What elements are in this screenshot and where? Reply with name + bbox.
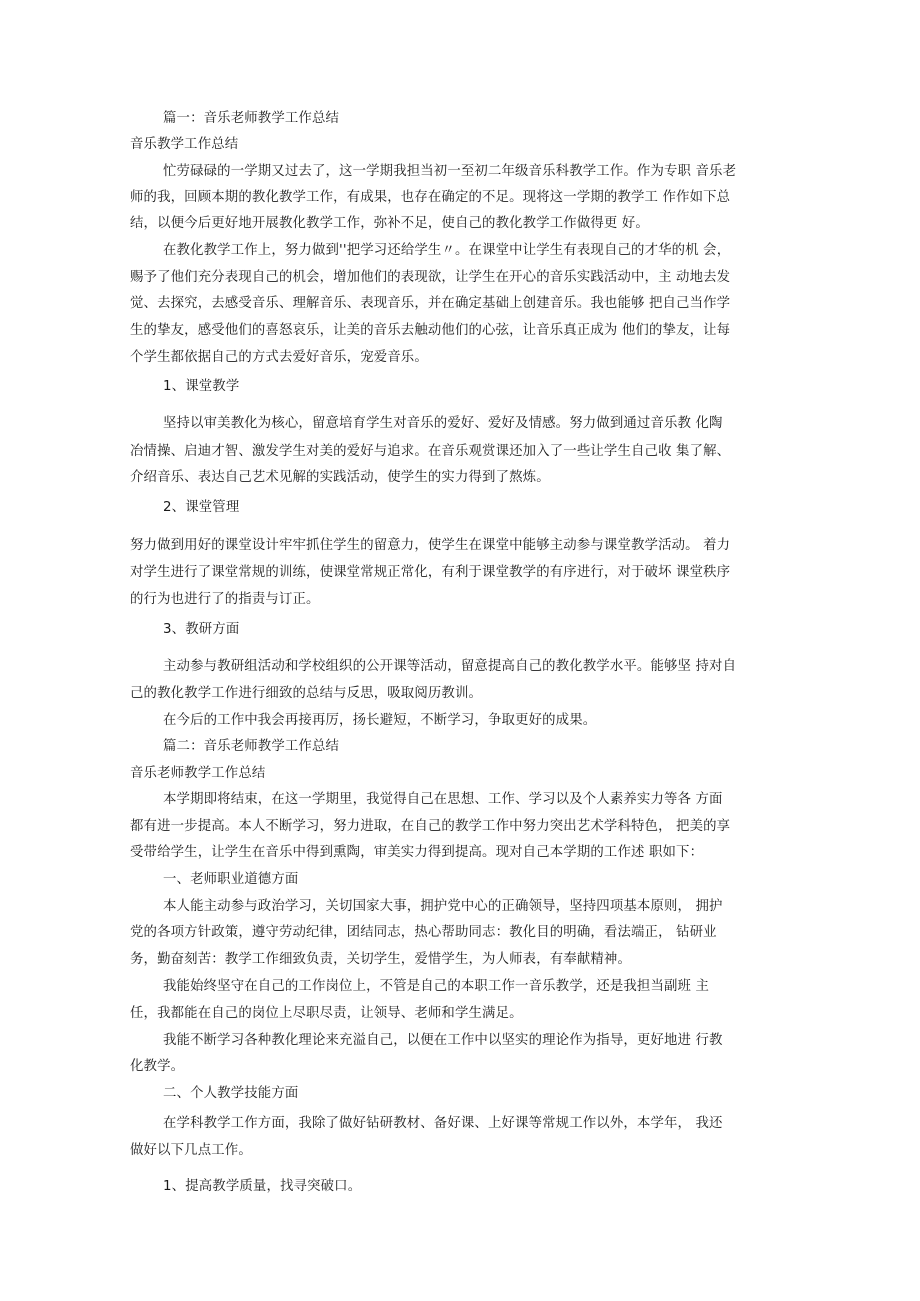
paragraph-line: 觉、去探究，去感受音乐、理解音乐、表现音乐，并在确定基础上创建音乐。我也能够 把自己当作学 xyxy=(130,296,731,311)
paragraph-line: 本人能主动参与政治学习，关切国家大事，拥护党中心的正确领导，坚持四项基本原则， 拥护 xyxy=(163,899,723,914)
paragraph-line: 我能不断学习各种教化理论来充溢自己，以便在工作中以坚实的理论作为指导，更好地进 行教 xyxy=(163,1033,723,1048)
section-heading-part-two: 篇二：音乐老师教学工作总结 xyxy=(163,739,340,754)
paragraph-line: 在学科教学工作方面，我除了做好钻研教材、备好课、上好课等常规工作以外，本学年， 我还 xyxy=(163,1116,723,1131)
paragraph-line: 受带给学生，让学生在音乐中得到熏陶，审美实力得到提高。现对自己本学期的工作述 职如下： xyxy=(130,845,704,860)
paragraph-line: 做好以下几点工作。 xyxy=(130,1143,252,1158)
paragraph-line: 介绍音乐、表达自己艺术见解的实践活动，使学生的实力得到了熬炼。 xyxy=(130,470,550,485)
paragraph-line: 忙劳碌碌的一学期又过去了，这一学期我担当初一至初二年级音乐科教学工作。作为专职 音乐老 xyxy=(163,164,737,179)
numbered-heading: 3、教研方面 xyxy=(163,622,240,637)
paragraph-line: 个学生都依据自己的方式去爱好音乐，宠爱音乐。 xyxy=(130,350,428,365)
paragraph-line: 都有进一步提高。本人不断学习，努力进取，在自己的教学工作中努力突出艺术学科特色， 把美的享 xyxy=(130,819,731,834)
numbered-heading: 1、课堂教学 xyxy=(163,379,240,394)
paragraph-line: 冶情操、启迪才智、激发学生对美的爱好与追求。在音乐观赏课还加入了一些让学生自己收 集了解、 xyxy=(130,444,731,459)
paragraph-line: 对学生进行了课堂常规的训练，使课堂常规正常化，有利于课堂教学的有序进行，对于破坏 课堂秩序 xyxy=(130,565,731,580)
paragraph-line: 任，我都能在自己的岗位上尽职尽责，让领导、老师和学生满足。 xyxy=(130,1006,523,1021)
paragraph-line: 党的各项方针政策，遵守劳动纪律，团结同志，热心帮助同志：教化目的明确，看法端正， 钻研业 xyxy=(130,925,717,940)
paragraph-line: 的行为也进行了的指责与订正。 xyxy=(130,592,320,607)
numbered-heading: 1、提高教学质量，找寻突破口。 xyxy=(163,1179,362,1194)
numbered-heading: 2、课堂管理 xyxy=(163,500,240,515)
paragraph-line: 坚持以审美教化为核心，留意培育学生对音乐的爱好、爱好及情感。努力做到通过音乐教 化陶 xyxy=(163,416,723,431)
paragraph-line: 师的我，回顾本期的教化教学工作，有成果，也存在确定的不足。现将这一学期的教学工 作作如下总 xyxy=(130,190,731,205)
paragraph-line: 结，以便今后更好地开展教化教学工作，弥补不足，使自己的教化教学工作做得更 好。 xyxy=(130,216,649,231)
paragraph-line: 在今后的工作中我会再接再厉，扬长避短，不断学习，争取更好的成果。 xyxy=(163,713,597,728)
numbered-heading: 二、个人教学技能方面 xyxy=(163,1086,299,1101)
paragraph-line: 化教学。 xyxy=(130,1059,185,1074)
section-heading-part-one: 篇一：音乐老师教学工作总结 xyxy=(163,111,340,126)
paragraph-line: 主动参与教研组活动和学校组织的公开课等活动，留意提高自己的教化教学水平。能够坚 持对自 xyxy=(163,659,737,674)
numbered-heading: 一、老师职业道德方面 xyxy=(163,872,299,887)
paragraph-line: 赐予了他们充分表现自己的机会，增加他们的表现欲，让学生在开心的音乐实践活动中，主 动地去发 xyxy=(130,270,731,285)
sub-title: 音乐老师教学工作总结 xyxy=(130,766,266,781)
paragraph-line: 本学期即将结束，在这一学期里，我觉得自己在思想、工作、学习以及个人素养实力等各 方面 xyxy=(163,792,723,807)
paragraph-line: 在教化教学工作上，努力做到''把学习还给学生〃。在课堂中让学生有表现自己的才华的机 会， xyxy=(163,243,731,258)
paragraph-line: 努力做到用好的课堂设计牢牢抓住学生的留意力，使学生在课堂中能够主动参与课堂教学活动。 着力 xyxy=(130,538,731,553)
paragraph-line: 己的教化教学工作进行细致的总结与反思，吸取阅历教训。 xyxy=(130,686,483,701)
sub-title: 音乐教学工作总结 xyxy=(130,137,239,152)
paragraph-line: 生的挚友，感受他们的喜怒哀乐，让美的音乐去触动他们的心弦，让音乐真正成为 他们的挚友，让每 xyxy=(130,323,731,338)
paragraph-line: 我能始终坚守在自己的工作岗位上，不管是自己的本职工作一音乐教学，还是我担当副班 主 xyxy=(163,979,710,994)
paragraph-line: 务，勤奋刻苦：教学工作细致负责，关切学生，爱惜学生，为人师表，有奉献精神。 xyxy=(130,952,632,967)
